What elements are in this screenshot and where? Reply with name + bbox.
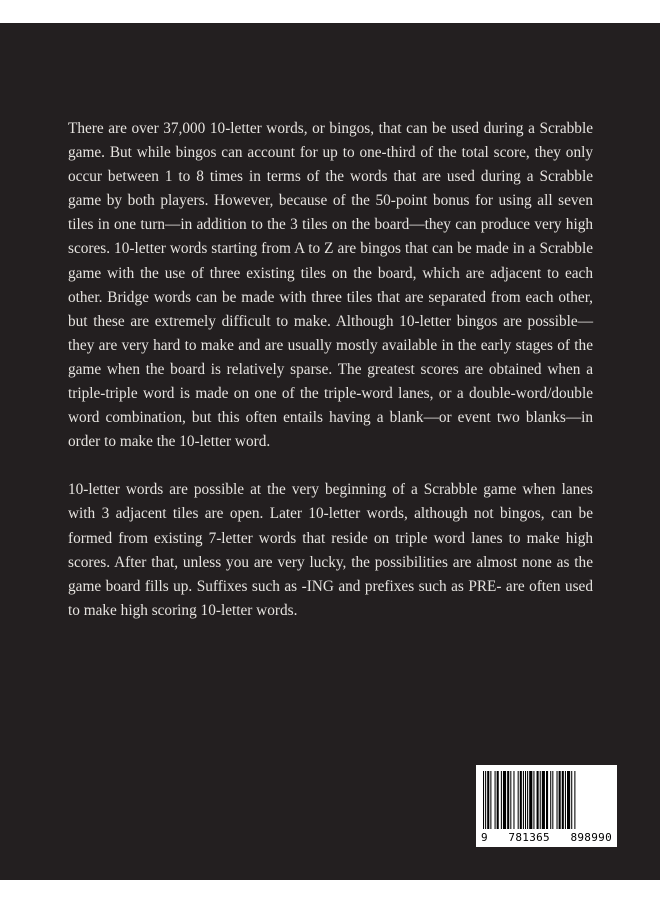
description-text (68, 117, 593, 647)
barcode-digit-group-left: 781365 (508, 831, 550, 844)
barcode-digits (481, 831, 612, 844)
isbn-barcode (476, 765, 617, 847)
barcode-digit-prefix: 9 (481, 831, 488, 844)
barcode-bars (481, 771, 612, 829)
barcode-digit-group-right: 898990 (570, 831, 612, 844)
description-paragraph-1: There are over 37,000 10-letter words, or bingos, that can be used during a Scrabble game. But while bingos can account for up to one-third of the total score, they only occur between 1 to 8 times in terms of the words that are used during a Scrabble game by both players. However, because of the 50-point bonus for using all seven tiles in one turn—in addition to the 3 tiles on the board—they can produce very high scores. 10-letter words starting from A to Z are bingos that can be made in a Scrabble game with the use of three existing tiles on the board, which are adjacent to each other. Bridge words can be made with three tiles that are separated from each other, but these are extremely difficult to make. Although 10-letter bingos are possible—they are very hard to make and are usually mostly available in the early stages of the game when the board is relatively sparse. The greatest scores are obtained when a triple-triple word is made on one of the triple-word lanes, or a double-word/double word combination, but this often entails having a blank—or event two blanks—in order to make the 10-letter word. (68, 120, 593, 451)
back-cover (0, 23, 660, 880)
description-paragraph-2: 10-letter words are possible at the very beginning of a Scrabble game when lanes with 3 adjacent tiles are open. Later 10-letter words, although not bingos, can be formed from existing 7-letter words that reside on triple word lanes to make high scores. After that, unless you are very lucky, the possibilities are almost none as the game board fills up. Suffixes such as -ING and prefixes such as PRE- are often used to make high scoring 10-letter words. (68, 481, 593, 619)
